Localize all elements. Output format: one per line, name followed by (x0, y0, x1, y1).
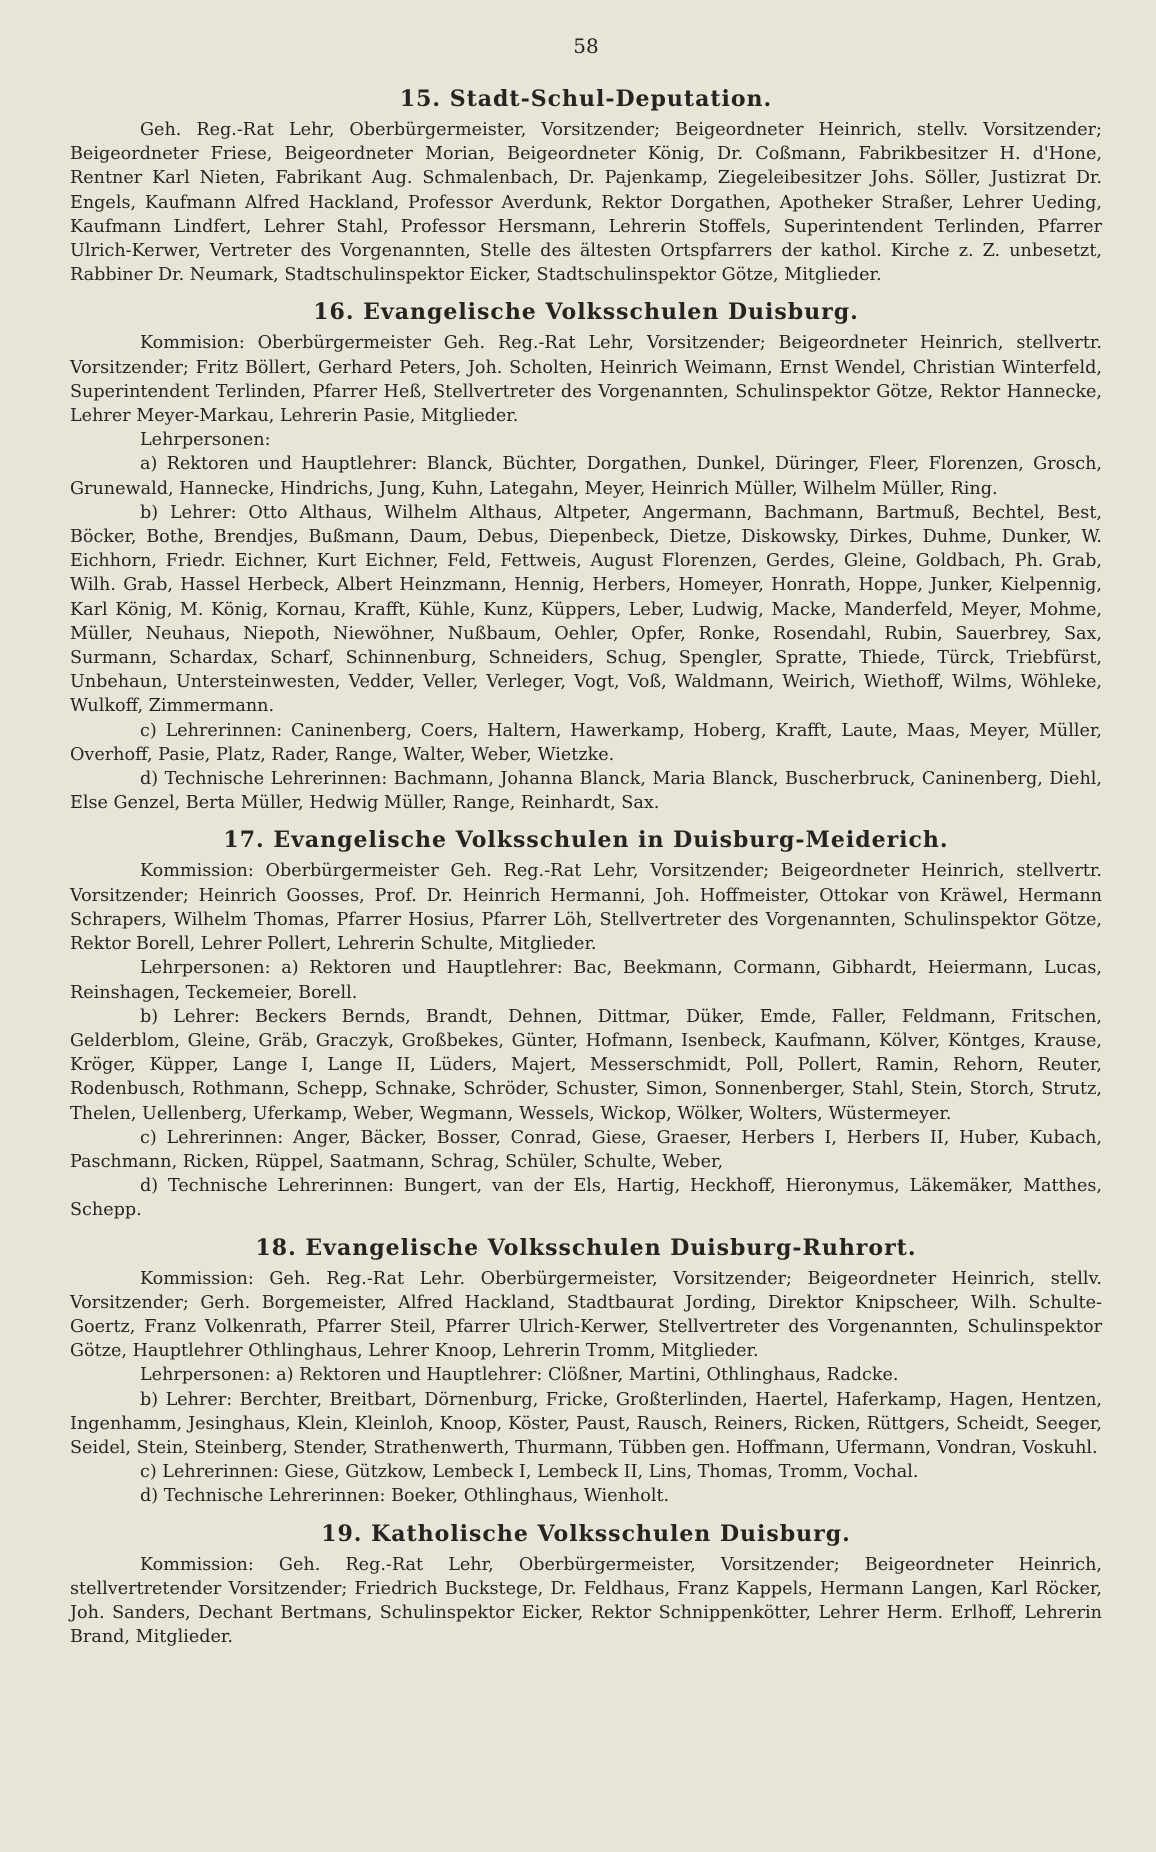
section-18-technical-teachers: d) Technische Lehrerinnen: Boeker, Othlinghaus, Wienholt. (140, 1486, 670, 1507)
section-18-female-teachers: c) Lehrerinnen: Giese, Gützkow, Lembeck I, Lembeck II, Lins, Thomas, Tromm, Vochal. (140, 1462, 919, 1483)
section-16-rectors: a) Rektoren und Hauptlehrer: Blanck, Büchter, Dorgathen, Dunkel, Düringer, Fleer, Florenzen, Grosch, Grunewald, Hannecke, Hindrichs, Jung, Kuhn, Lategahn, Meyer, Heinrich Müller, Wilhelm Müller, Ring. (70, 454, 1102, 499)
section-16-technical-teachers: d) Technische Lehrerinnen: Bachmann, Johanna Blanck, Maria Blanck, Buscherbruck, Caninenberg, Diehl, Else Genzel, Berta Müller, Hedwig Müller, Range, Reinhardt, Sax. (70, 769, 1102, 814)
section-16-teachers: b) Lehrer: Otto Althaus, Wilhelm Althaus, Altpeter, Angermann, Bachmann, Bartmuß, Bechtel, Best, Böcker, Bothe, Brendjes, Bußmann, Daum, Debus, Diepenbeck, Dietze, Diskowsky, Dirkes, Duhme, Dunker, W. Eichhorn, Friedr. Eichner, Kurt Eichner, Feld, Fettweis, August Florenzen, Gerdes, Gleine, Goldbach, Ph. Grab, Wilh. Grab, Hassel Herbeck, Albert Heinzmann, Hennig, Herbers, Homeyer, Honrath, Hoppe, Junker, Kielpennig, Karl König, M. König, Kornau, Krafft, Kühle, Kunz, Küppers, Leber, Ludwig, Macke, Manderfeld, Meyer, Mohme, Müller, Neuhaus, Niepoth, Niewöhner, Nußbaum, Oehler, Opfer, Ronke, Rosendahl, Rubin, Sauerbrey, Sax, Surmann, Schardax, Scharf, Schinnenburg, Schneiders, Schug, Spengler, Spratte, Thiede, Türck, Triebfürst, Unbehaun, Untersteinwesten, Vedder, Veller, Verleger, Vogt, Voß, Waldmann, Weirich, Wiethoff, Wilms, Wöhleke, Wulkoff, Zimmermann. (70, 502, 1102, 717)
section-16-commission: Kommision: Oberbürgermeister Geh. Reg.-Rat Lehr, Vorsitzender; Beigeordneter Heinrich, stellvertr. Vorsitzender; Fritz Böllert, Gerhard Peters, Joh. Scholten, Heinrich Weimann, Ernst Wendel, Christian Winterfeld, Superintendent Terlinden, Pfarrer Heß, Stellvertreter des Vorgenannten, Schulinspektor Götze, Rektor Hannecke, Lehrer Meyer-Markau, Lehrerin Pasie, Mitglieder. (70, 333, 1102, 427)
section-17-technical-teachers: d) Technische Lehrerinnen: Bungert, van der Els, Hartig, Heckhoff, Hieronymus, Läkemäker, Matthes, Schepp. (70, 1176, 1102, 1221)
section-title-15: 15. Stadt-Schul-Deputation. (399, 86, 773, 112)
section-title-18: 18. Evangelische Volksschulen Duisburg-Ruhrort. (255, 1234, 917, 1261)
section-title-17: 17. Evangelische Volksschulen in Duisburg-Meiderich. (223, 827, 949, 854)
section-16-female-teachers: c) Lehrerinnen: Caninenberg, Coers, Haltern, Hawerkamp, Hoberg, Krafft, Laute, Maas, Meyer, Müller, Overhoff, Pasie, Platz, Rader, Range, Walter, Weber, Wietzke. (70, 720, 1102, 765)
section-15-members: Geh. Reg.-Rat Lehr, Oberbürgermeister, Vorsitzender; Beigeordneter Heinrich, stellv. Vorsitzender; Beigeordneter Friese, Beigeordneter Morian, Beigeordneter König, Dr. Coßmann, Fabrikbesitzer H. d'Hone, Rentner Karl Nieten, Fabrikant Aug. Schmalenbach, Dr. Pajenkamp, Ziegeleibesitzer Johs. Söller, Justizrat Dr. Engels, Kaufmann Alfred Hackland, Professor Averdunk, Rektor Dorgathen, Apotheker Straßer, Lehrer Ueding, Kaufmann Lindfert, Lehrer Stahl, Professor Hersmann, Lehrerin Stoffels, Superintendent Terlinden, Pfarrer Ulrich-Kerwer, Vertreter des Vorgenannten, Stelle des ältesten Ortspfarrers der kathol. Kirche z. Z. unbesetzt, Rabbiner Dr. Neumark, Stadtschulinspektor Eicker, Stadtschulinspektor Götze, Mitglieder. (70, 120, 1102, 286)
section-17-teachers: b) Lehrer: Beckers Bernds, Brandt, Dehnen, Dittmar, Düker, Emde, Faller, Feldmann, Fritschen, Gelderblom, Gleine, Gräb, Graczyk, Großbekes, Günter, Hofmann, Isenbeck, Kaufmann, Kölver, Köntges, Krause, Kröger, Küpper, Lange I, Lange II, Lüders, Majert, Messerschmidt, Poll, Pollert, Ramin, Rehorn, Reuter, Rodenbusch, Rothmann, Schepp, Schnake, Schröder, Schuster, Simon, Sonnenberger, Stahl, Stein, Storch, Strutz, Thelen, Uellenberg, Uferkamp, Weber, Wegmann, Wessels, Wickop, Wölker, Wolters, Wüstermeyer. (70, 1006, 1102, 1124)
section-18-teachers: b) Lehrer: Berchter, Breitbart, Dörnenburg, Fricke, Großterlinden, Haertel, Haferkamp, Hagen, Hentzen, Ingenhamm, Jesinghaus, Klein, Kleinloh, Knoop, Köster, Paust, Rausch, Reiners, Ricken, Rüttgers, Scheidt, Seeger, Seidel, Stein, Steinberg, Stender, Strathenwerth, Thurmann, Tübben gen. Hoffmann, Ufermann, Vondran, Voskuhl. (70, 1389, 1102, 1458)
section-18-rectors: Lehrpersonen: a) Rektoren und Hauptlehrer: Clößner, Martini, Othlinghaus, Radcke. (140, 1365, 899, 1386)
section-17-rectors: Lehrpersonen: a) Rektoren und Hauptlehrer: Bac, Beekmann, Cormann, Gibhardt, Heiermann, Lucas, Reinshagen, Teckemeier, Borell. (70, 958, 1102, 1003)
section-19-commission: Kommission: Geh. Reg.-Rat Lehr, Oberbürgermeister, Vorsitzender; Beigeordneter Heinrich, stellvertretender Vorsitzender; Friedrich Buckstege, Dr. Feldhaus, Franz Kappels, Hermann Langen, Karl Röcker, Joh. Sanders, Dechant Bertmans, Schulinspektor Eicker, Rektor Schnippenkötter, Lehrer Herm. Erlhoff, Lehrerin Brand, Mitglieder. (70, 1554, 1102, 1648)
section-16-teachers-heading: Lehrpersonen: (140, 430, 271, 451)
section-title-16: 16. Evangelische Volksschulen Duisburg. (313, 299, 859, 326)
section-18-commission: Kommission: Geh. Reg.-Rat Lehr. Oberbürgermeister, Vorsitzender; Beigeordneter Heinrich, stellv. Vorsitzender; Gerh. Borgemeister, Alfred Hackland, Stadtbaurat Jording, Direktor Knipscheer, Wilh. Schulte-Goertz, Franz Volkenrath, Pfarrer Steil, Pfarrer Ulrich-Kerwer, Stellvertreter des Vorgenannten, Schulinspektor Götze, Hauptlehrer Othlinghaus, Lehrer Knoop, Lehrerin Tromm, Mitglieder. (70, 1268, 1102, 1362)
page-number: 58 (573, 34, 599, 58)
section-17-female-teachers: c) Lehrerinnen: Anger, Bäcker, Bosser, Conrad, Giese, Graeser, Herbers I, Herbers II, Huber, Kubach, Paschmann, Ricken, Rüppel, Saatmann, Schrag, Schüler, Schulte, Weber, (70, 1127, 1102, 1172)
section-title-19: 19. Katholische Volksschulen Duisburg. (321, 1520, 851, 1547)
section-17-commission: Kommission: Oberbürgermeister Geh. Reg.-Rat Lehr, Vorsitzender; Beigeordneter Heinrich, stellvertr. Vorsitzender; Heinrich Goosses, Prof. Dr. Heinrich Hermanni, Joh. Hoffmeister, Ottokar von Kräwel, Hermann Schrapers, Wilhelm Thomas, Pfarrer Hosius, Pfarrer Löh, Stellvertreter des Vorgenannten, Schulinspektor Götze, Rektor Borell, Lehrer Pollert, Lehrerin Schulte, Mitglieder. (70, 861, 1102, 955)
